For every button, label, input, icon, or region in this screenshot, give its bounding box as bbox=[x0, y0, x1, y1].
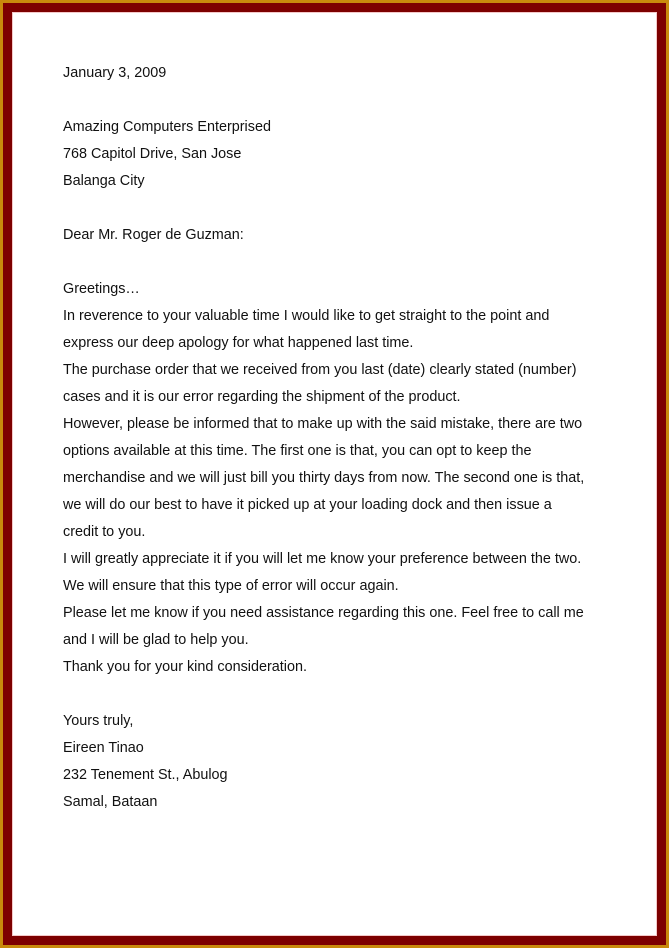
body-line: Greetings… bbox=[63, 281, 140, 297]
body-line: options available at this time. The first one is that, you can opt to keep the bbox=[63, 443, 532, 459]
body-line: Thank you for your kind consideration. bbox=[63, 659, 307, 675]
body-line: we will do our best to have it picked up at your loading dock and then issue a bbox=[63, 497, 552, 513]
body-line: We will ensure that this type of error will occur again. bbox=[63, 578, 399, 594]
recipient-name: Amazing Computers Enterprised bbox=[63, 119, 271, 135]
sender-address-line-2: Samal, Bataan bbox=[63, 794, 158, 810]
body-line: However, please be informed that to make up with the said mistake, there are two bbox=[63, 416, 583, 432]
spacer bbox=[63, 683, 584, 710]
body-line: and I will be glad to help you. bbox=[63, 632, 249, 648]
sender-name: Eireen Tinao bbox=[63, 740, 144, 756]
recipient-address-line-2: Balanga City bbox=[63, 173, 145, 189]
closing: Yours truly, bbox=[63, 713, 134, 729]
sender-address-line-1: 232 Tenement St., Abulog bbox=[63, 767, 228, 783]
body-line: I will greatly appreciate it if you will let me know your preference between the two. bbox=[63, 551, 582, 567]
body-line: express our deep apology for what happened last time. bbox=[63, 335, 414, 351]
spacer bbox=[63, 251, 584, 278]
body-line: Please let me know if you need assistance regarding this one. Feel free to call me bbox=[63, 605, 584, 621]
body-line: In reverence to your valuable time I would like to get straight to the point and bbox=[63, 308, 550, 324]
spacer bbox=[63, 89, 584, 116]
letter-content bbox=[63, 62, 584, 818]
body-line: merchandise and we will just bill you thirty days from now. The second one is that, bbox=[63, 470, 585, 486]
spacer bbox=[63, 197, 584, 224]
body-line: The purchase order that we received from you last (date) clearly stated (number) bbox=[63, 362, 577, 378]
body-line: cases and it is our error regarding the shipment of the product. bbox=[63, 389, 461, 405]
recipient-address-line-1: 768 Capitol Drive, San Jose bbox=[63, 146, 242, 162]
letter-date: January 3, 2009 bbox=[63, 65, 167, 81]
body-line: credit to you. bbox=[63, 524, 146, 540]
salutation: Dear Mr. Roger de Guzman: bbox=[63, 227, 244, 243]
